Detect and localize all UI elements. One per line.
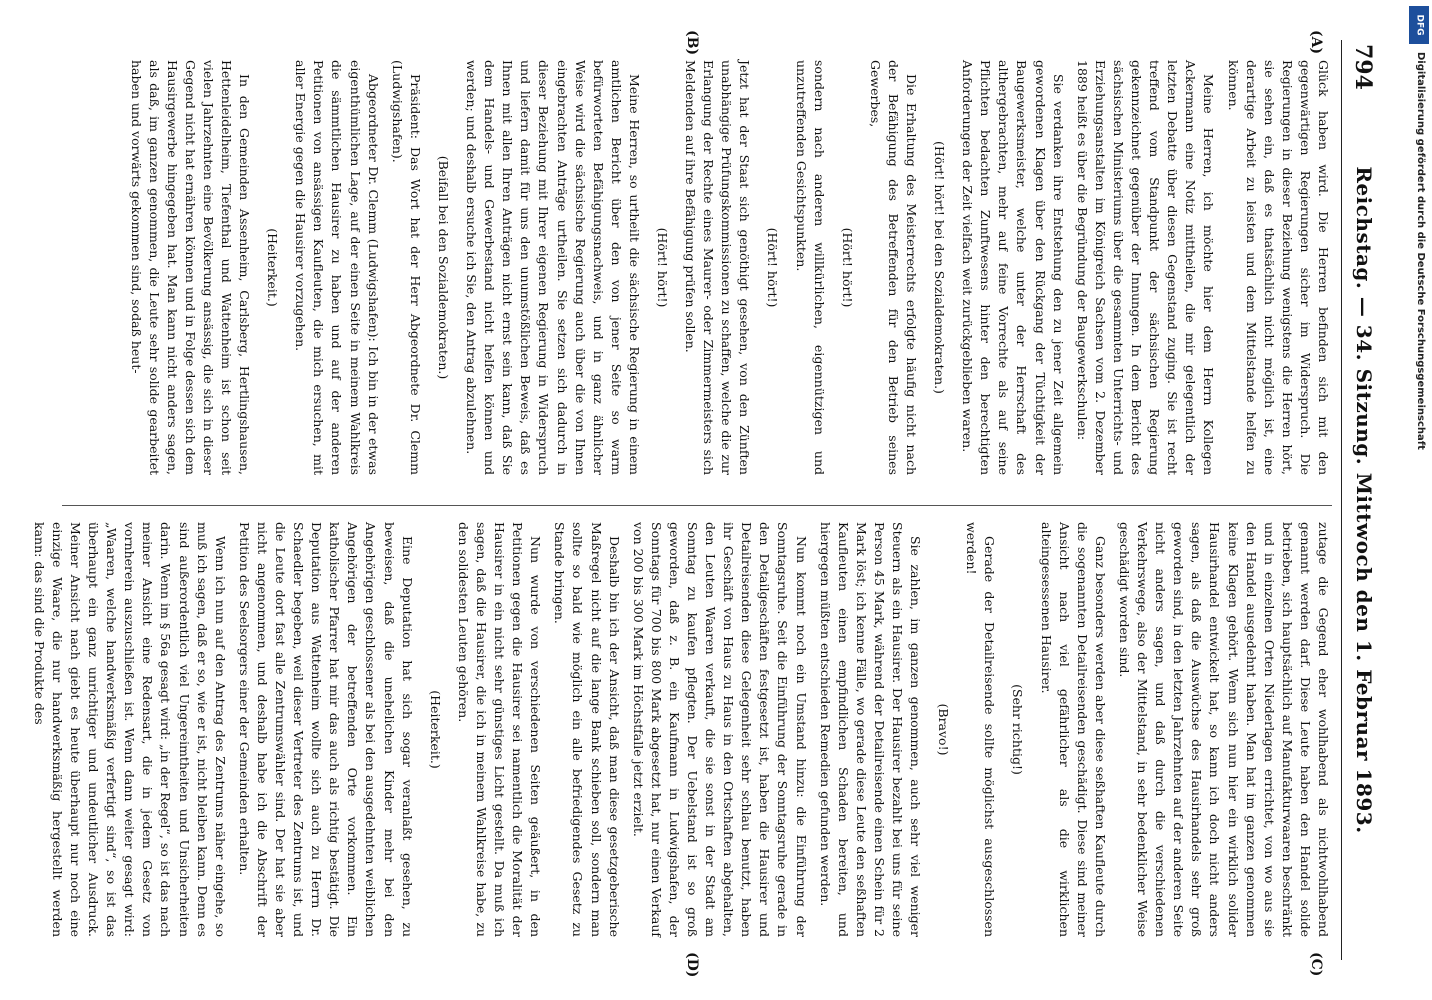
paragraph: Sie zahlen, im ganzen genommen, auch sehr viel weniger Steuern als ein Hausirer. Der Hausirer bezahlt bei uns für seine Person 45 Mark, während der Detailreisende einen Schein für 2 Mark löst; ich kenne Fälle, wo gerade diese Leute den seßhaften Kaufleuten einen empfindlichen Schaden bereiten, und hiergegen müßten entschieden Remedien gefunden werden. bbox=[817, 522, 924, 937]
interjection: (Hört! hört!) bbox=[765, 227, 781, 308]
paragraph: Glück haben wird. Die Herren befinden sich mit den gegenwärtigen Regierungen sicher im Widerspruch. Die Regierungen in dieser Beziehung wenigstens die Herren hört, sie sehen ein, daß es thatsächlich nicht möglich ist, eine derartige Arbeit zu leisten und dem Mittelstande helfen zu können. bbox=[1225, 60, 1331, 475]
header-rule bbox=[1341, 40, 1342, 960]
paragraph: Sie verdanken ihre Entstehung den zu jener Zeit allgemein gewordenen Klagen über den Rückgang der Tüchtigkeit der Baugewerksmeister, welche unter der Herrschaft des althergebrachten, mehr auf feine Vorrechte als auf seine Pflichten bedachten Zunftwesens hinter den berechtigten Anforderungen der Zeit vielfach weit zurückgeblieben waren. bbox=[960, 60, 1066, 475]
marker-a: (A) bbox=[1308, 30, 1324, 55]
right-column bbox=[31, 522, 1332, 937]
paragraph: Jetzt hat der Staat sich genöthigt gesehen, von den Zünften unabhängige Prüfungskommissionen zu schaffen, welche die zur Erlangung der Rechte eines Maurer- oder Zimmermeisters sich Meldenden auf ihre Befähigung prüfen sollen. bbox=[683, 60, 753, 475]
marker-c: (C) bbox=[1308, 952, 1324, 977]
paragraph: Deshalb bin ich der Ansicht, daß man diese gesetzgeberische Maßregel nicht auf die lange Bank schieben soll, sondern man sollte so bald wie möglich ein alle befriedigendes Gesetz zu Stande bringen. bbox=[552, 522, 622, 937]
interjection: (Beifall bei den Sozialdemokraten.) bbox=[435, 155, 451, 380]
paragraph: Nun wurde von verschiedenen Seiten geäußert, in den Petitionen gegen die Hausirer sei namentlich die Moralität der Hausirer in ein nicht sehr günstiges Licht gestellt. Da muß ich sagen, daß die Hausirer, die ich in meinem Wahlkreise habe, zu den solidesten Leuten gehören. bbox=[455, 522, 544, 937]
interjection: (Hört! hört! bei den Sozialdemokraten.) bbox=[932, 141, 948, 394]
interjection: (Hört! hört!) bbox=[655, 227, 670, 308]
paragraph: Nun kommt noch ein Umstand hinzu: die Einführung der Sonntagsruhe. Seit die Einführung der Sonntagsruhe gerade in den Detailgeschäften festgesetzt ist, haben die Hausirer und Detailreisenden diese Gelegenheit sehr schlau benutzt, haben ihr Geschäft von Haus zu Haus in den Ortschaften abgehalten, den Leuten Waaren verkauft, die sie sonst in der Stadt am Sonntag zu kaufen pflegten. Der Uebelstand ist so groß geworden, daß z. B. ein Kaufmann in Ludwigshafen, der Sonntags für 700 bis 800 Mark abgesetzt hat, nur einen Verkauf von 200 bis 300 Mark im Höchstfalle jetzt erzielt. bbox=[630, 522, 809, 937]
interjection: (Sehr richtig!) bbox=[1010, 684, 1026, 775]
funding-credit: Digitalisierung gefördert durch die Deutsche Forschungsgemeinschaft bbox=[1415, 52, 1426, 450]
paragraph: Meine Herren, so urtheilt die sächsische Regierung in einem amtlichen Bericht über den von jener Seite so warm befürworteten Befähigungsnachweis, und in ganz ähnlicher Weise wird die sächsische Regierung auch über die von Ihnen eingebrachten Anträge urtheilen. Sie setzen sich dadurch in dieser Beziehung mit Ihrer eigenen Regierung in Widerspruch und liefern damit für uns den unumstößlichen Beweis, daß es Ihnen mit allen Ihren Anträgen nicht ernst sein kann, daß Sie dem Handels- und Gewerbestand nicht helfen können und werden; und deshalb ersuche ich Sie, den Antrag abzulehnen. bbox=[464, 60, 642, 475]
marker-b: (B) bbox=[684, 30, 700, 56]
left-column bbox=[52, 60, 1332, 475]
paragraph: Meine Herren, ich möchte hier dem Herrn Kollegen Ackermann eine Notiz mittheilen, die mir gelegentlich der letzten Debatte über diesen Gegenstand zuging. Sie ist recht treffend vom Standpunkt der sächsischen Regierung gekennzeichnet gegenüber der Innungen. In dem Bericht des sächsischen Ministeriums über die gesammten Unterrichts- und Erziehungsanstalten im Königreich Sachsen vom 2. Dezember 1889 heißt es über die Begründung der Baugewerkschulen: bbox=[1074, 60, 1217, 475]
dfg-logo: DFG bbox=[1409, 6, 1429, 44]
page-number: 794 bbox=[1350, 44, 1376, 90]
interjection: (Hört! hört!) bbox=[839, 227, 855, 308]
paragraph: Wenn ich nun auf den Antrag des Zentrums näher eingehe, so muß ich sagen, daß er so, wie er ist, nicht bleiben kann. Denn es sind außerordentlich viel Ungereimtheiten und Unsicherheiten darin. Wenn im § 56a gesagt wird: „in der Regel“, so ist das nach meiner Ansicht eine Redensart, die in jedem Gesetz von vornherein auszuschließen ist. Wenn dann weiter gesagt wird: „Waaren, welche handwerksmäßig verfertigt sind“, so ist das überhaupt ein ganz unrichtiger und undeutlicher Ausdruck. Meiner Ansicht nach giebt es heute überhaupt nur noch eine einzige Waare, die nur handwerksmäßig hergestellt werden kann: das sind die Produkte des bbox=[31, 522, 228, 937]
interjection: (Heiterkeit.) bbox=[265, 228, 281, 307]
paragraph: Gerade der Detailreisende sollte möglichst ausgeschlossen werden! bbox=[964, 522, 998, 937]
paragraph: zutage die Gegend eher wohlhabend als nichtwohlhabend genannt werden darf. Diese Leute haben den Handel solide betrieben, sich hauptsächlich auf Manufakturwaaren beschränkt und in einzelnen Orten Niederlagen errichtet, von wo aus sie den Handel ausgedehnt haben. Man hat im ganzen genommen keine Klagen gehört. Wenn sich nun hier ein wirklich solider Hausirhandel entwickelt hat, so kann ich doch nicht anders sagen, als daß die Auswüchse des Hausirhandels sehr groß geworden sind, in den letzten Jahrzehnten auf der anderen Seite nicht anders sagen, und daß durch die verschiedenen Verkehrswege, also der Mittelstand, in sehr bedenklicher Weise geschädigt worden sind. bbox=[1116, 522, 1331, 937]
column-divider bbox=[62, 505, 1332, 506]
page-title: Reichstag. — 34. Sitzung. Mittwoch den 1. Februar 1893. bbox=[1352, 166, 1376, 834]
paragraph: sondern nach anderen willkürlichen, eigennützigen und unzutreffenden Gesichtspunkten. bbox=[793, 60, 827, 475]
paragraph: Präsident: Das Wort hat der Herr Abgeordnete Dr. Clemm (Ludwigshafen). bbox=[389, 60, 423, 475]
paragraph: Die Erhaltung des Meisterrechts erfolgte häufig nicht nach der Befähigung des Betreffenden für den Betrieb seines Gewerbes, bbox=[867, 60, 920, 475]
interjection: (Bravo!) bbox=[936, 703, 952, 756]
paragraph: In den Gemeinden Assenheim, Carlsberg, Hertlingshausen, Hettenleidelheim, Tiefenthal und Wattenheim ist schon seit vielen Jahrzehnten eine Bevölkerung ansässig, die sich in dieser Gegend nicht hat ernähren können und in Folge dessen sich dem Hausirgewerbe hingegeben hat. Man kann nicht anders sagen, als daß, im ganzen genommen, die Leute sehr solide gearbeitet haben und vorwärts gekommen sind, sodaß heut- bbox=[128, 60, 253, 475]
paragraph: Abgeordneter Dr. Clemm (Ludwigshafen): Ich bin in der etwas eigenthümlichen Lage, auf der einen Seite in meinem Wahlkreis die sämmtlichen Hausirer zu haben und auf der anderen Petitionen von ansässigen Kaufleuten, die mich ersuchen, mit aller Energie gegen die Hausirer vorzugehen. bbox=[293, 60, 381, 475]
digitization-sidebar bbox=[1406, 0, 1432, 1000]
paragraph: Eine Deputation hat sich sogar veranlaßt gesehen, zu beweisen, daß die unehelichen Kinder mehr bei den Angehörigen geschlossener als bei den ausgedehnten weiblichen Angehörigen der betreffenden Orte vorkommen. Ein katholischer Pfarrer hat mir das auch als richtig bestätigt. Die Deputation aus Wattenheim wollte sich auch zu Herrn Dr. Schaedler begeben, weil dieser Vertreter des Zentrums ist, und die Leute dort fast alle Zentrumswähler sind. Der hat sie aber nicht angenommen, und deshalb habe ich die Abschrift der Petition des Seelsorgers einer der Gemeinden erhalten. bbox=[236, 522, 415, 937]
marker-d: (D) bbox=[684, 952, 700, 978]
interjection: (Heiterkeit.) bbox=[427, 690, 443, 769]
paragraph: Ganz besonders werden aber diese seßhaften Kaufleute durch die sogenannten Detailreisenden geschädigt. Diese sind meiner Ansicht nach viel gefährlicher als die wirklichen alteingesessenen Hausirer. bbox=[1038, 522, 1108, 937]
